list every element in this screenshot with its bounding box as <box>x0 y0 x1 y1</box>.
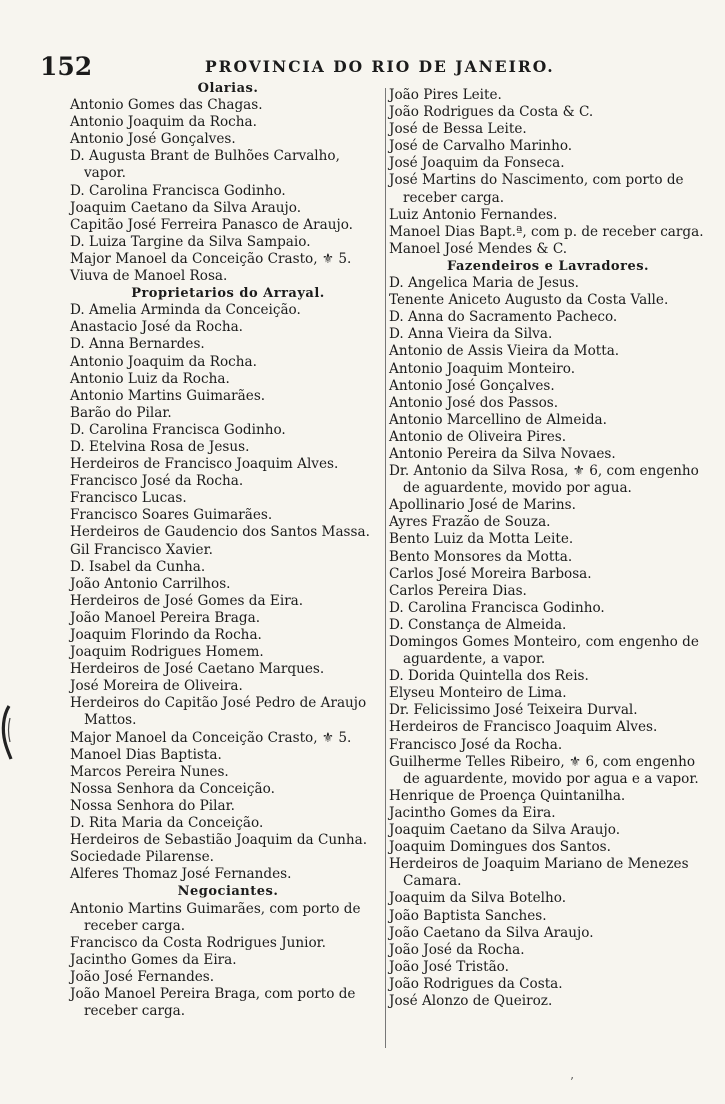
list-item: Antonio Martins Guimarães, com porto de receber carga. <box>70 900 361 934</box>
list-item: João José Tristão. <box>389 958 509 975</box>
list-item: Carlos José Moreira Barbosa. <box>389 565 592 582</box>
page-number: 152 <box>40 52 93 81</box>
list-item: Barão do Pilar. <box>70 404 172 421</box>
list-item: Anastacio José da Rocha. <box>70 319 244 336</box>
list-item: D. Carolina Francisca Godinho. <box>70 421 286 438</box>
list-item: Major Manoel da Conceição Crasto, ⚜ 5. <box>70 250 352 267</box>
list-item: Antonio Joaquim da Rocha. <box>70 114 257 131</box>
page-header <box>40 52 710 81</box>
list-item: Marcos Pereira Nunes. <box>70 763 229 780</box>
list-item: D. Angelica Maria de Jesus. <box>389 275 579 292</box>
list-item: Jacintho Gomes da Eira. <box>389 804 556 821</box>
list-item: D. Rita Maria da Conceição. <box>70 815 264 832</box>
list-item: Antonio de Oliveira Pires. <box>389 428 567 445</box>
list-item: Antonio José Gonçalves. <box>389 377 555 394</box>
list-item: João Pires Leite. <box>389 87 502 103</box>
list-item: João Caetano da Silva Araujo. <box>389 924 594 941</box>
list-item: D. Constança de Almeida. <box>389 616 567 633</box>
list-item: Dr. Antonio da Silva Rosa, ⚜ 6, com engenho de aguardente, movido por agua. <box>389 463 699 497</box>
list-item: João Baptista Sanches. <box>389 907 547 924</box>
list-item: Joaquim Rodrigues Homem. <box>70 644 264 661</box>
list-item: Francisco Soares Guimarães. <box>70 507 273 524</box>
section-heading: Proprietarios do Arrayal. <box>131 286 325 302</box>
list-item: Bento Monsores da Motta. <box>389 548 573 565</box>
list-item: Joaquim Caetano da Silva Araujo. <box>70 199 302 216</box>
list-item: Antonio Luiz da Rocha. <box>70 370 230 387</box>
list-item: Dr. Felicissimo José Teixeira Durval. <box>389 702 638 719</box>
stray-mark: ’ <box>570 1075 574 1089</box>
list-item: Francisco José da Rocha. <box>70 473 244 490</box>
list-item: Herdeiros de Gaudencio dos Santos Massa. <box>70 524 370 541</box>
list-item: Domingos Gomes Monteiro, com engenho de aguardente, a vapor. <box>389 634 699 668</box>
list-item: Sociedade Pilarense. <box>70 849 214 866</box>
list-item: Manoel Dias Baptista. <box>70 746 222 763</box>
list-item: D. Luiza Targine da Silva Sampaio. <box>70 233 311 250</box>
list-item: Antonio Pereira da Silva Novaes. <box>389 445 616 462</box>
list-item: Ayres Frazão de Souza. <box>389 514 551 531</box>
list-item: Gil Francisco Xavier. <box>70 541 213 558</box>
list-item: Herdeiros de Joaquim Mariano de Menezes Camara. <box>389 856 689 890</box>
list-item: D. Dorida Quintella dos Reis. <box>389 668 589 685</box>
list-item: D. Isabel da Cunha. <box>70 558 206 575</box>
list-item: D. Anna do Sacramento Pacheco. <box>389 309 618 326</box>
page-title: PROVINCIA DO RIO DE JANEIRO. <box>205 57 555 76</box>
list-item: João Antonio Carrilhos. <box>70 575 231 592</box>
list-item: Herdeiros de Francisco Joaquim Alves. <box>389 719 658 736</box>
list-item: Herdeiros de José Caetano Marques. <box>70 661 325 678</box>
list-item: Antonio Martins Guimarães. <box>70 387 266 404</box>
list-item: Antonio de Assis Vieira da Motta. <box>389 343 620 360</box>
list-item: Antonio José Gonçalves. <box>70 131 236 148</box>
list-item: D. Carolina Francisca Godinho. <box>389 599 605 616</box>
list-item: Joaquim da Silva Botelho. <box>389 890 567 907</box>
list-item: Manoel Dias Bapt.ª, com p. de receber carga. <box>389 223 704 240</box>
list-item: Viuva de Manoel Rosa. <box>70 268 228 285</box>
list-item: Jacintho Gomes da Eira. <box>70 951 237 968</box>
list-item: José Alonzo de Queiroz. <box>389 992 553 1009</box>
list-item: Antonio Marcellino de Almeida. <box>389 411 607 428</box>
list-item: João José Fernandes. <box>70 968 215 985</box>
list-item: D. Anna Vieira da Silva. <box>389 326 553 343</box>
list-item: Francisco da Costa Rodrigues Junior. <box>70 934 327 951</box>
list-item: D. Augusta Brant de Bulhões Carvalho, vapor. <box>70 148 340 182</box>
list-item: Herdeiros do Capitão José Pedro de Araujo Mattos. <box>70 695 367 729</box>
list-item: Elyseu Monteiro de Lima. <box>389 685 567 702</box>
binding-mark <box>0 704 14 760</box>
list-item: Herdeiros de Sebastião Joaquim da Cunha. <box>70 832 368 849</box>
list-item: Capitão José Ferreira Panasco de Araujo. <box>70 216 353 233</box>
list-item: João Rodrigues da Costa & C. <box>389 104 594 121</box>
section-heading: Olarias. <box>197 81 259 96</box>
list-item: Herdeiros de José Gomes da Eira. <box>70 592 304 609</box>
list-item: Manoel José Mendes & C. <box>389 240 568 257</box>
list-item: Antonio Gomes das Chagas. <box>70 97 263 114</box>
list-item: Nossa Senhora da Conceição. <box>70 780 275 797</box>
list-item: Antonio José dos Passos. <box>389 394 559 411</box>
list-item: Luiz Antonio Fernandes. <box>389 206 558 223</box>
list-item: Henrique de Proença Quintanilha. <box>389 787 626 804</box>
section-heading: Fazendeiros e Lavradores. <box>446 258 650 274</box>
list-item: Carlos Pereira Dias. <box>389 582 527 599</box>
list-item: D. Amelia Arminda da Conceição. <box>70 302 301 319</box>
list-item: Nossa Senhora do Pilar. <box>70 797 235 814</box>
list-item: Antonio Joaquim da Rocha. <box>70 353 257 370</box>
list-item: João Manoel Pereira Braga, com porto de receber carga. <box>70 985 356 1020</box>
list-item: José de Carvalho Marinho. <box>389 138 573 155</box>
section-heading: Negociantes. <box>177 884 279 900</box>
list-item: Major Manoel da Conceição Crasto, ⚜ 5. <box>70 729 352 746</box>
list-item: Francisco Lucas. <box>70 490 187 507</box>
list-item: Bento Luiz da Motta Leite. <box>389 531 574 548</box>
right-column <box>389 87 707 1010</box>
list-item: D. Anna Bernardes. <box>70 336 205 353</box>
list-item: José Moreira de Oliveira. <box>70 678 243 695</box>
list-item: Joaquim Domingues dos Santos. <box>389 839 611 856</box>
list-item: D. Etelvina Rosa de Jesus. <box>70 438 250 455</box>
list-item: José Joaquim da Fonseca. <box>389 155 565 172</box>
list-item: Apollinario José de Marins. <box>389 497 576 514</box>
list-item: Herdeiros de Francisco Joaquim Alves. <box>70 456 339 473</box>
list-item: Antonio Joaquim Monteiro. <box>389 360 576 377</box>
list-item: Alferes Thomaz José Fernandes. <box>70 866 292 883</box>
list-item: João José da Rocha. <box>389 941 525 958</box>
list-item: Guilherme Telles Ribeiro, ⚜ 6, com engenho de aguardente, movido por agua e a vapor. <box>389 753 699 787</box>
list-item: José de Bessa Leite. <box>389 121 527 138</box>
list-item: Francisco José da Rocha. <box>389 736 563 753</box>
list-item: José Martins do Nascimento, com porto de receber carga. <box>389 172 684 206</box>
list-item: Joaquim Caetano da Silva Araujo. <box>389 822 621 839</box>
list-item: Joaquim Florindo da Rocha. <box>70 627 262 643</box>
list-item: João Rodrigues da Costa. <box>389 975 563 992</box>
list-item: Tenente Aniceto Augusto da Costa Valle. <box>389 292 669 309</box>
list-item: D. Carolina Francisca Godinho. <box>70 182 286 199</box>
list-item: João Manoel Pereira Braga. <box>70 609 261 626</box>
left-column <box>70 80 386 1020</box>
